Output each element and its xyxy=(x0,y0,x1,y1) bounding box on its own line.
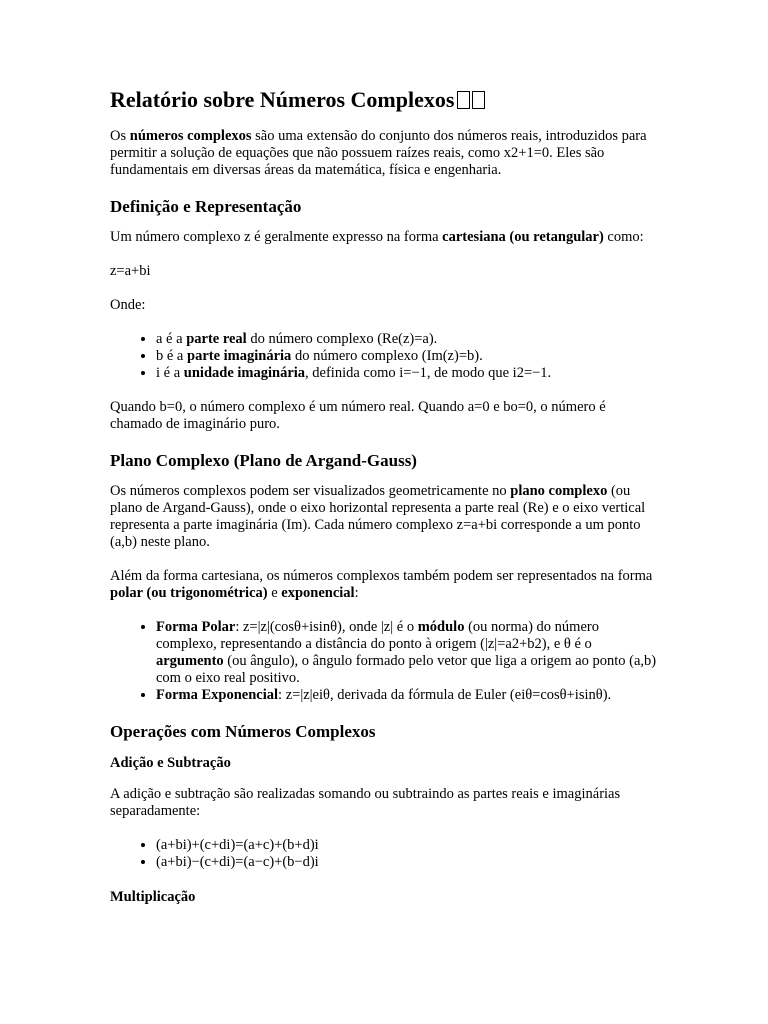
forms-paragraph: Além da forma cartesiana, os números complexos também podem ser representados na forma polar (ou trigonométrica) e exponencial: xyxy=(110,568,653,601)
real-imaginary-paragraph: Quando b=0, o número complexo é um número real. Quando a=0 e bo=0, o número é chamado de imaginário puro. xyxy=(110,399,606,432)
list-item: • i é a unidade imaginária, definida como i=−1, de modo que i2=−1. xyxy=(156,365,660,382)
subheading-multiplication: Multiplicação xyxy=(110,889,196,905)
forms-list xyxy=(110,619,660,704)
list-item: • b é a parte imaginária do número complexo (Im(z)=b). xyxy=(156,348,660,365)
addition-list xyxy=(110,837,660,871)
formula-cartesian: z=a+bi xyxy=(110,263,151,279)
list-item: • (a+bi)−(c+di)=(a−c)+(b−d)i xyxy=(156,854,660,871)
addition-paragraph: A adição e subtração são realizadas somando ou subtraindo as partes reais e imaginárias separadamente: xyxy=(110,786,621,819)
missing-glyph-icon xyxy=(472,91,485,109)
document-body xyxy=(110,86,660,920)
heading-operations: Operações com Números Complexos xyxy=(110,722,376,741)
list-item: • (a+bi)+(c+di)=(a+c)+(b+d)i xyxy=(156,837,660,854)
intro-paragraph: Os números complexos são uma extensão do conjunto dos números reais, introduzidos para permitir a solução de equações que não possuem raízes reais, como x2+1=0. Eles são fundamentais em diversas áreas da matemática, física e engenharia. xyxy=(110,128,647,178)
page-title: Relatório sobre Números Complexos xyxy=(110,86,660,114)
missing-glyph-icon xyxy=(457,91,470,109)
list-item: • a é a parte real do número complexo (Re(z)=a). xyxy=(156,331,660,348)
list-item-exponential: • Forma Exponencial: z=|z|eiθ, derivada da fórmula de Euler (eiθ=cosθ+isinθ). xyxy=(156,687,660,704)
onde-label: Onde: xyxy=(110,297,146,313)
subheading-addition: Adição e Subtração xyxy=(110,755,231,771)
definition-list xyxy=(110,331,660,382)
plane-paragraph: Os números complexos podem ser visualizados geometricamente no plano complexo (ou plano de Argand-Gauss), onde o eixo horizontal representa a parte real (Re) e o eixo vertical representa a parte imaginária (Im). Cada número complexo z=a+bi corresponde a um ponto (a,b) neste plano. xyxy=(110,483,646,550)
list-item-polar: • Forma Polar: z=|z|(cosθ+isinθ), onde |z| é o módulo (ou norma) do número complexo, representando a distância do ponto à origem (|z|=a2+b2), e θ é o argumento (ou ângulo), o ângulo formado pelo vetor que liga a origem ao ponto (a,b) com o eixo real positivo. xyxy=(156,619,660,687)
heading-complex-plane: Plano Complexo (Plano de Argand-Gauss) xyxy=(110,451,417,470)
heading-definition: Definição e Representação xyxy=(110,197,302,216)
definition-paragraph: Um número complexo z é geralmente expresso na forma cartesiana (ou retangular) como: xyxy=(110,229,644,245)
